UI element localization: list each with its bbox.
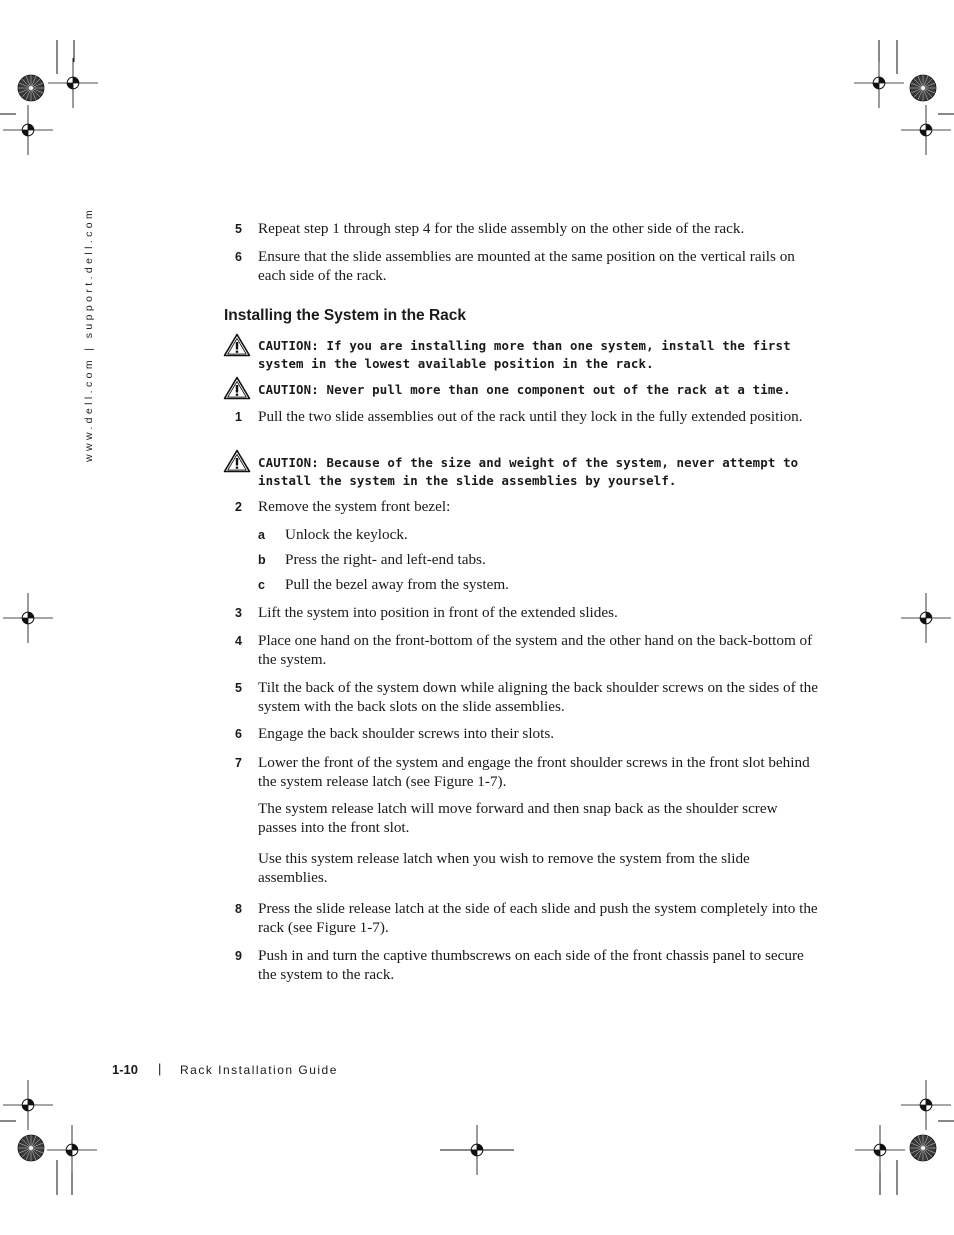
step-number: 6 [235, 727, 242, 741]
step-number: 6 [235, 250, 242, 264]
warning-triangle-icon [223, 449, 251, 473]
section-heading: Installing the System in the Rack [224, 307, 467, 324]
substep-text: Pull the bezel away from the system. [285, 576, 509, 593]
step-number: 3 [235, 606, 242, 620]
step-number: 1 [235, 410, 242, 424]
step-text: Ensure that the slide assemblies are mounted at the same position on the vertical rails on each side of the rack. [258, 248, 795, 284]
step-number: 5 [235, 222, 242, 236]
substep-letter: b [258, 553, 266, 567]
step-text: Engage the back shoulder screws into their slots. [258, 725, 555, 742]
step-note: Use this system release latch when you wish to remove the system from the slide assemblies. [258, 850, 750, 886]
warning-triangle-icon [223, 333, 251, 357]
sidebar-url: www.dell.com | support.dell.com [83, 206, 95, 462]
page-number: 1-10 [112, 1062, 139, 1077]
substep-text: Press the right- and left-end tabs. [285, 551, 486, 568]
footer-title: Rack Installation Guide [180, 1063, 338, 1077]
caution-note: CAUTION: Never pull more than one component out of the rack at a time. [258, 382, 791, 397]
step-text: Press the slide release latch at the side of each slide and push the system completely into the rack (see Figure 1-7). [258, 900, 818, 936]
caution-note: CAUTION: If you are installing more than one system, install the first system in the lowest available position in the rack. [258, 338, 791, 371]
substep-letter: c [258, 578, 265, 592]
step-text: Place one hand on the front-bottom of the system and the other hand on the back-bottom of the system. [258, 632, 813, 668]
step-number: 8 [235, 902, 242, 916]
substep-text: Unlock the keylock. [285, 526, 408, 543]
step-number: 4 [235, 634, 242, 648]
step-text: Lower the front of the system and engage the front shoulder screws in the front slot behind the system release latch (see Figure 1-7). [258, 754, 810, 790]
footer-separator: | [158, 1061, 162, 1076]
step-number: 5 [235, 681, 242, 695]
caution-note: CAUTION: Because of the size and weight of the system, never attempt to install the system in the slide assemblies by yourself. [258, 455, 799, 488]
step-number: 2 [235, 500, 242, 514]
step-text: Remove the system front bezel: [258, 498, 451, 515]
step-text: Push in and turn the captive thumbscrews on each side of the front chassis panel to secure the system to the rack. [258, 947, 804, 983]
step-note: The system release latch will move forward and then snap back as the shoulder screw passes into the front slot. [258, 800, 778, 836]
step-text: Tilt the back of the system down while aligning the back shoulder screws on the sides of the system with the back slots on the slide assemblies. [258, 679, 819, 715]
substep-letter: a [258, 528, 265, 542]
step-number: 7 [235, 756, 242, 770]
step-number: 9 [235, 949, 242, 963]
step-text: Pull the two slide assemblies out of the rack until they lock in the fully extended position. [258, 408, 803, 425]
warning-triangle-icon [223, 376, 251, 400]
step-text: Repeat step 1 through step 4 for the slide assembly on the other side of the rack. [258, 220, 745, 237]
step-text: Lift the system into position in front of the extended slides. [258, 604, 618, 621]
